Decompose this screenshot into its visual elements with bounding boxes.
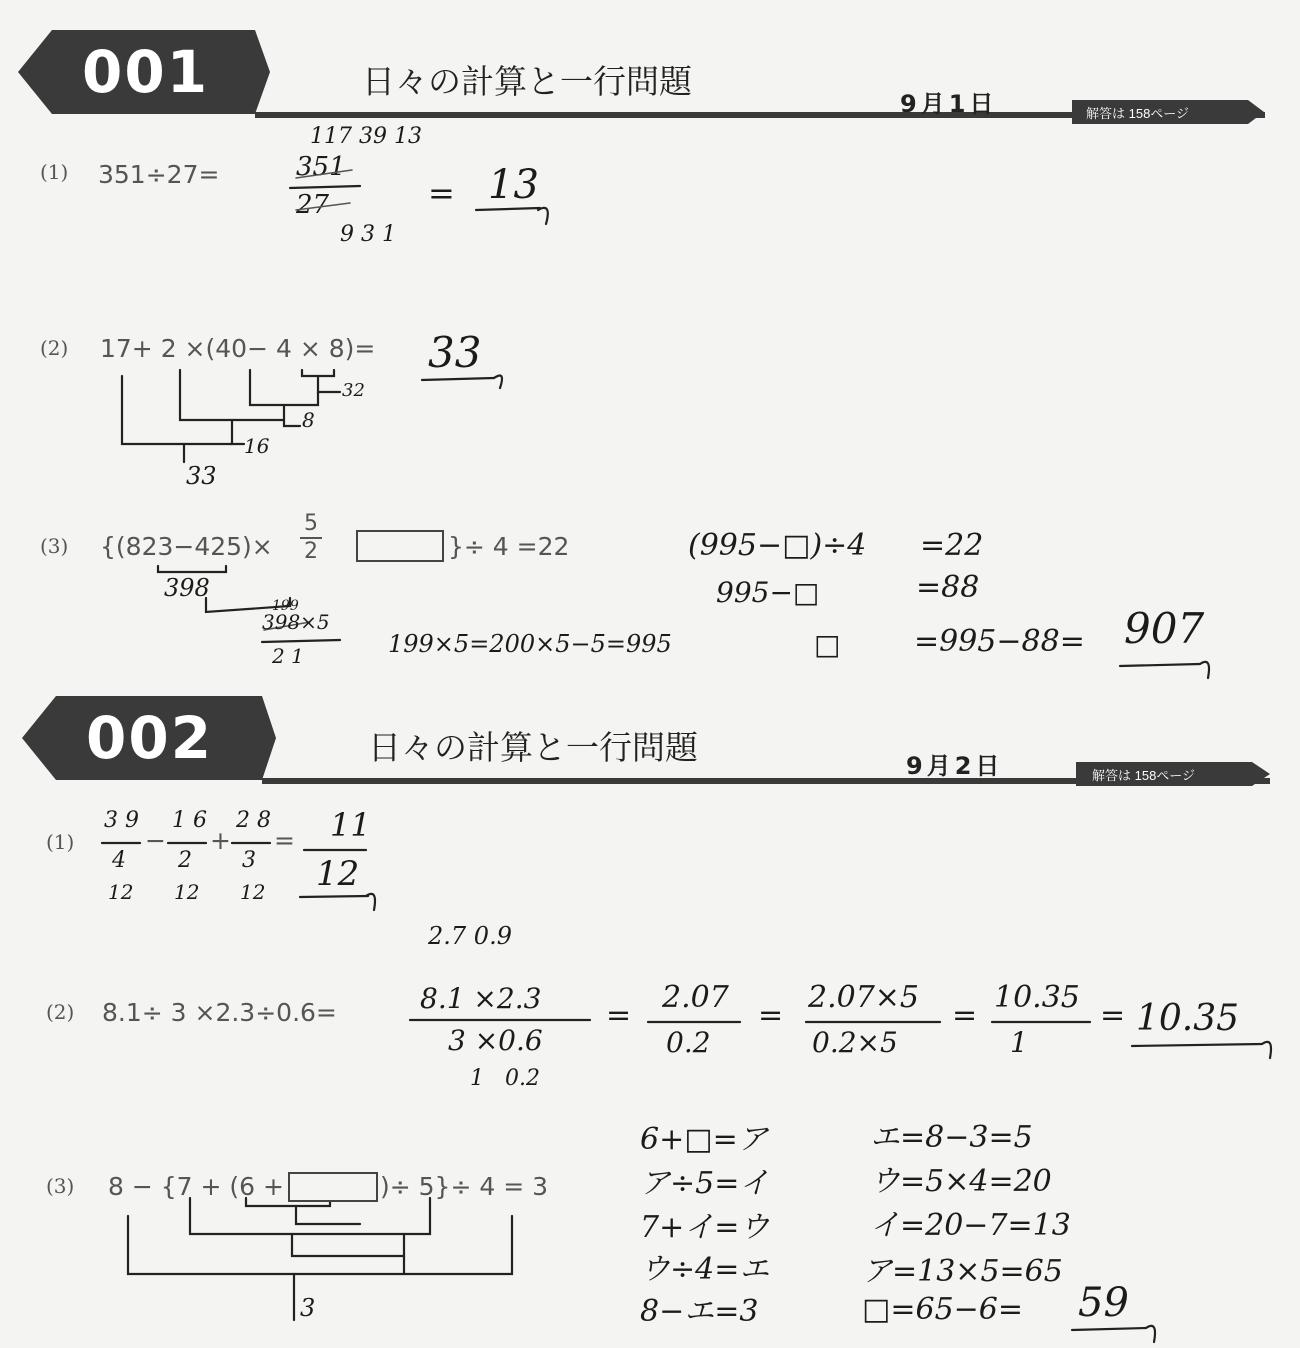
work-fraction-top: 1 6: [172, 808, 207, 833]
work-line: エ=8−3=5: [870, 1120, 1033, 1155]
fraction-numerator: 5: [304, 511, 318, 536]
answer: 33: [428, 328, 482, 377]
problem-label: (1): [40, 160, 69, 184]
section-002: [0, 690, 1300, 1348]
section-number: 002: [86, 704, 214, 772]
work-line: ア=13×5=65: [862, 1254, 1063, 1289]
problem-expression: }÷ 4 =22: [448, 532, 570, 561]
work-note: 10.35: [994, 980, 1080, 1015]
work-fraction-top: 2 8: [236, 808, 271, 833]
answer-page-note: 解答は 158ページ: [1092, 768, 1196, 783]
work-fraction-bottom: 4: [112, 848, 126, 873]
work-line: 6+□=ア: [640, 1122, 768, 1157]
work-lcd: 12: [174, 880, 200, 904]
section-title: 日々の計算と一行問題: [368, 728, 698, 767]
problem-label: (2): [40, 336, 69, 360]
work-lcd: 12: [108, 880, 134, 904]
work-equals: =: [428, 174, 455, 212]
work-operator: =: [1100, 998, 1126, 1033]
work-note: 3 ×0.6: [448, 1024, 543, 1057]
problem-expression: 8.1÷ 3 ×2.3÷0.6=: [102, 998, 337, 1027]
answer-blank-box: [356, 530, 444, 562]
work-line: イ=20−7=13: [870, 1208, 1071, 1243]
work-operator: =: [758, 998, 784, 1033]
problem-expression: )÷ 5}÷ 4 = 3: [380, 1172, 549, 1201]
work-note: 16: [244, 434, 270, 458]
answer: 59: [1078, 1280, 1129, 1326]
problem-expression: 8 − {7 + (6 +: [108, 1172, 284, 1201]
work-note: 8.1 ×2.3: [420, 982, 542, 1015]
work-cancel-top: 117 39 13: [310, 124, 422, 149]
work-line: □=65−6=: [862, 1292, 1024, 1327]
problem-fraction: [300, 512, 322, 564]
work-note: 199×5=200×5−5=995: [388, 630, 672, 658]
answer-denominator: 12: [316, 854, 360, 894]
work-fraction-denominator: 27: [296, 190, 330, 220]
section-date: 9月2日: [906, 752, 1004, 780]
problem-label: (3): [46, 1174, 75, 1198]
problem-expression: 17+ 2 ×(40− 4 × 8)=: [100, 334, 376, 363]
work-note: 398: [164, 574, 210, 602]
work-note: 398×5: [262, 610, 330, 634]
work-note: =995−88=: [914, 624, 1085, 659]
work-note: 3: [300, 1294, 316, 1322]
work-note: 995−□: [716, 576, 820, 609]
work-note: 32: [342, 380, 365, 401]
work-fraction-numerator: 351: [296, 152, 346, 182]
work-fraction-top: 3 9: [104, 808, 139, 833]
work-note: □: [814, 628, 841, 661]
work-line: ウ÷4=エ: [640, 1252, 770, 1287]
answer-page-note: 解答は 158ページ: [1086, 106, 1190, 121]
work-note: 33: [186, 462, 217, 490]
work-operator: =: [274, 826, 295, 855]
work-fraction-bottom: 2: [178, 848, 192, 873]
work-note: =88: [916, 570, 980, 605]
work-note: 8: [302, 408, 315, 432]
work-operator: −: [145, 826, 166, 855]
work-lcd: 12: [240, 880, 266, 904]
answer-numerator: 11: [330, 806, 371, 844]
problem-expression: {(823−425)×: [100, 532, 273, 561]
work-note: 199: [272, 598, 299, 614]
answer: 10.35: [1136, 998, 1240, 1039]
work-operator: +: [210, 826, 231, 855]
work-line: ウ=5×4=20: [870, 1164, 1052, 1199]
answer-blank-box: [288, 1172, 378, 1202]
work-note: (995−□)÷4: [688, 528, 867, 563]
work-line: 8−エ=3: [640, 1294, 759, 1329]
work-note: 0.2: [666, 1026, 711, 1059]
work-note: 2.07: [662, 980, 729, 1015]
work-note: 2.7 0.9: [428, 922, 512, 950]
section-date: 9月1日: [900, 90, 998, 118]
work-note: =22: [920, 528, 984, 563]
problem-expression: 351÷27=: [98, 160, 220, 189]
work-operator: =: [952, 998, 978, 1033]
work-fraction-bottom: 3: [242, 848, 256, 873]
problem-label: (2): [46, 1000, 75, 1024]
section-title: 日々の計算と一行問題: [362, 62, 692, 101]
answer: 13: [488, 162, 539, 208]
answer: 907: [1124, 604, 1205, 653]
problem-label: (1): [46, 830, 75, 854]
work-note: 1: [1010, 1026, 1028, 1059]
work-line: ア÷5=イ: [640, 1166, 770, 1201]
work-note: 0.2×5: [812, 1026, 898, 1059]
work-operator: =: [606, 998, 632, 1033]
problem-label: (3): [40, 534, 69, 558]
work-note: 1 0.2: [470, 1066, 540, 1091]
work-line: 7+イ=ウ: [640, 1210, 770, 1245]
work-cancel-bottom: 9 3 1: [340, 222, 396, 247]
section-number: 001: [82, 38, 210, 106]
work-note: 2.07×5: [808, 980, 920, 1015]
fraction-denominator: 2: [304, 539, 318, 564]
work-note: 2 1: [272, 644, 304, 668]
